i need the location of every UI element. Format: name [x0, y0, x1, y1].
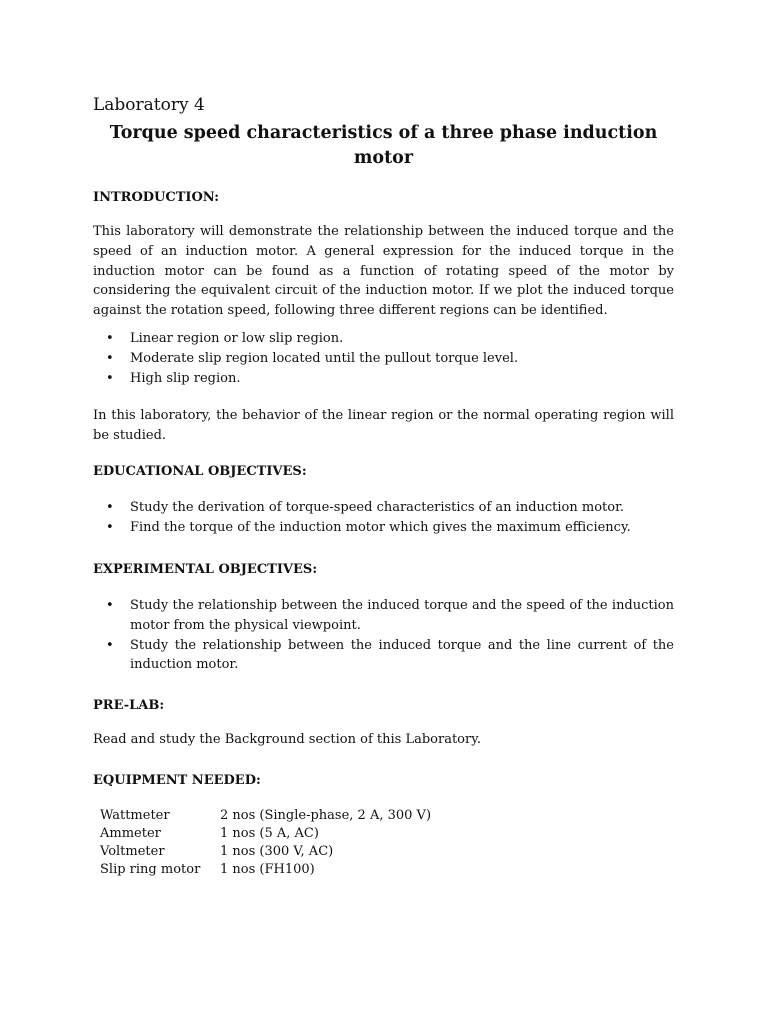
pre-lab-heading: PRE-LAB:: [93, 698, 165, 713]
table-row: [100, 843, 431, 861]
list-item: • Study the relationship between the induced torque and the line current of the induction motor.: [93, 636, 674, 676]
equipment-spec: 1 nos (300 V, AC): [220, 844, 334, 859]
educational-objectives-heading: EDUCATIONAL OBJECTIVES:: [93, 464, 307, 479]
table-row: [100, 861, 431, 879]
equipment-name: Ammeter: [100, 826, 161, 841]
equipment-name: Voltmeter: [100, 844, 165, 859]
introduction-paragraph: This laboratory will demonstrate the relationship between the induced torque and the speed of an induction motor. A general expression for the induced torque in the induction motor can be found as a function of rotating speed of the motor by considering the equivalent circuit of the induction motor. If we plot the induced torque against the rotation speed, following three different regions can be identified.: [93, 224, 674, 319]
pre-lab-text: Read and study the Background section of this Laboratory.: [93, 732, 481, 747]
equipment-heading: EQUIPMENT NEEDED:: [93, 773, 261, 788]
educational-objectives-list: [93, 498, 674, 538]
table-row: [100, 807, 431, 825]
introduction-closing: In this laboratory, the behavior of the linear region or the normal operating region will be studied.: [93, 408, 674, 443]
equipment-spec: 1 nos (5 A, AC): [220, 826, 319, 841]
experimental-objectives-list: [93, 596, 674, 675]
list-item: • Study the relationship between the induced torque and the speed of the induction motor from the physical viewpoint.: [93, 596, 674, 636]
lab-number: Laboratory 4: [93, 95, 205, 115]
equipment-spec: 1 nos (FH100): [220, 862, 315, 877]
equipment-name: Slip ring motor: [100, 862, 201, 877]
list-item: • Moderate slip region located until the pullout torque level.: [93, 349, 674, 369]
equipment-name: Wattmeter: [100, 808, 170, 823]
equipment-spec: 2 nos (Single-phase, 2 A, 300 V): [220, 808, 432, 823]
table-row: [100, 825, 431, 843]
document-title: Torque speed characteristics of a three phase induction motor: [109, 123, 658, 168]
list-item: • High slip region.: [93, 369, 674, 389]
experimental-objectives-heading: EXPERIMENTAL OBJECTIVES:: [93, 562, 318, 577]
list-item: • Linear region or low slip region.: [93, 329, 674, 349]
list-item: • Study the derivation of torque-speed characteristics of an induction motor.: [93, 498, 674, 518]
equipment-table: [100, 807, 431, 879]
introduction-heading: INTRODUCTION:: [93, 190, 220, 205]
regions-list: [93, 329, 674, 388]
list-item: • Find the torque of the induction motor which gives the maximum efficiency.: [93, 518, 674, 538]
